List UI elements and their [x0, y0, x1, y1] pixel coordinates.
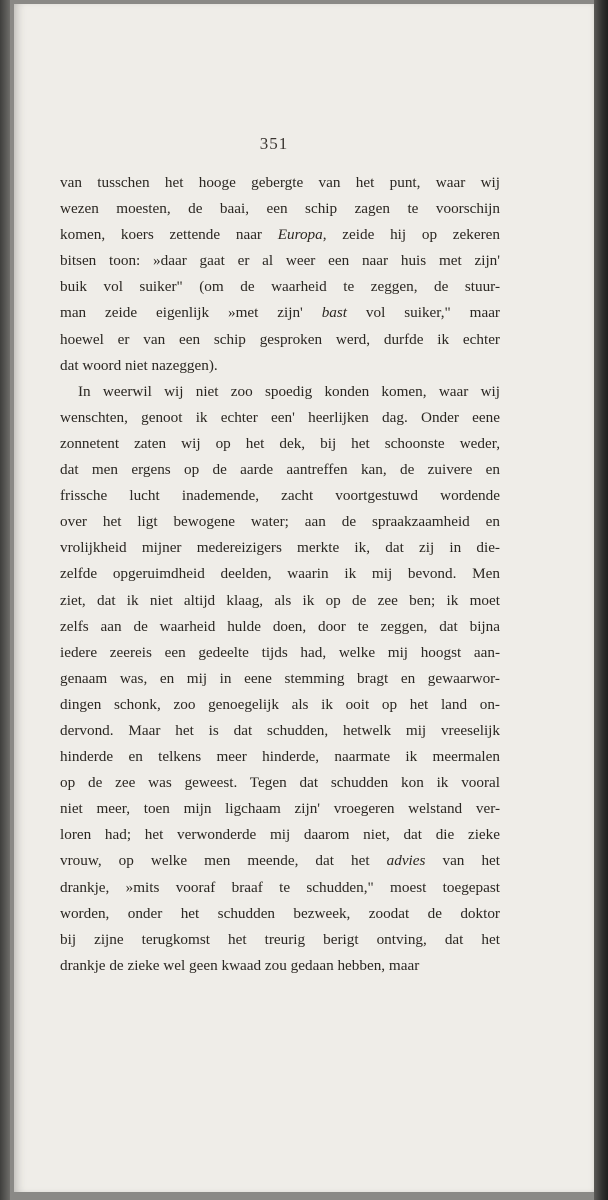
italic-text: advies — [386, 852, 426, 870]
text-segment: drankje de zieke wel geen kwaad zou gedaan hebben, maar — [60, 956, 420, 974]
text-segment: op de zee was geweest. Tegen dat schudden kon ik vooral — [60, 774, 500, 792]
text-segment: zelfs aan de waarheid hulde doen, door te zeggen, dat bijna — [60, 617, 500, 635]
text-line — [60, 718, 500, 744]
text-line — [60, 379, 500, 405]
text-segment: over het ligt bewogene water; aan de spraakzaamheid en — [60, 513, 500, 531]
text-segment: dat men ergens op de aarde aantreffen kan, de zuivere en — [60, 461, 500, 479]
text-line — [60, 953, 500, 979]
text-segment: van tusschen het hooge gebergte van het punt, waar wij — [60, 174, 500, 191]
book-page — [14, 4, 597, 1192]
text-segment: hinderde en telkens meer hinderde, naarmate ik meermalen — [60, 748, 500, 766]
text-line — [60, 274, 500, 300]
text-line — [60, 561, 500, 587]
text-line — [60, 848, 500, 874]
italic-text: bast — [321, 304, 348, 322]
text-line — [60, 614, 500, 640]
italic-text: Europa — [277, 226, 323, 244]
text-segment: zelfde opgeruimdheid deelden, waarin ik mij bevond. Men — [60, 565, 500, 583]
text-segment: ziet, dat ik niet altijd klaag, als ik op de zee ben; ik moet — [60, 591, 500, 609]
text-segment: bij zijne terugkomst het treurig berigt ontving, dat het — [60, 930, 500, 948]
text-segment: loren had; het verwonderde mij daarom niet, dat die zieke — [60, 826, 500, 844]
text-segment: van het — [425, 852, 500, 870]
text-line — [60, 405, 500, 431]
text-segment: frissche lucht inademende, zacht voortgestuwd wordende — [60, 487, 500, 505]
text-segment: worden, onder het schudden bezweek, zoodat de doktor — [60, 904, 500, 922]
scan-edge-left — [0, 0, 10, 1200]
text-segment: vol suiker," maar — [347, 304, 500, 322]
text-line — [60, 327, 500, 353]
text-line — [60, 535, 500, 561]
text-segment: dervond. Maar het is dat schudden, hetwelk mij vreeselijk — [60, 721, 500, 739]
text-segment: genaam was, en mij in eene stemming bragt en gewaarwor- — [60, 669, 500, 687]
text-line — [60, 692, 500, 718]
page-number: 351 — [259, 134, 289, 153]
text-line — [60, 875, 500, 901]
text-line — [60, 222, 500, 248]
text-segment: vrouw, op welke men meende, dat het — [60, 852, 387, 870]
text-segment: In weerwil wij niet zoo spoedig konden komen, waar wij — [78, 382, 500, 400]
text-line — [60, 300, 500, 326]
text-line — [60, 170, 500, 196]
text-segment: niet meer, toen mijn ligchaam zijn' vroegeren welstand ver- — [60, 800, 500, 818]
text-segment: dingen schonk, zoo genoegelijk als ik ooit op het land on- — [60, 695, 500, 713]
text-segment: wezen moesten, de baai, een schip zagen te voorschijn — [60, 200, 500, 218]
text-line — [60, 483, 500, 509]
text-line — [60, 927, 500, 953]
text-line — [60, 509, 500, 535]
text-segment: wenschten, genoot ik echter een' heerlijken dag. Onder eene — [60, 408, 500, 426]
text-line — [60, 901, 500, 927]
text-line — [60, 457, 500, 483]
text-segment: drankje, »mits vooraf braaf te schudden," moest toegepast — [60, 878, 500, 896]
text-line — [60, 822, 500, 848]
text-segment: vrolijkheid mijner medereizigers merkte ik, dat zij in die- — [60, 539, 500, 557]
text-segment: , zeide hij op zekeren — [322, 226, 500, 244]
text-line — [60, 744, 500, 770]
text-line — [60, 248, 500, 274]
text-line — [60, 196, 500, 222]
text-segment: komen, koers zettende naar — [60, 226, 278, 244]
text-segment: dat woord niet nazeggen). — [60, 356, 218, 374]
text-segment: buik vol suiker" (om de waarheid te zeggen, de stuur- — [60, 278, 500, 296]
scan-edge-right — [594, 0, 608, 1200]
text-segment: zonnetent zaten wij op het dek, bij het schoonste weder, — [60, 434, 500, 452]
text-line — [60, 770, 500, 796]
text-line — [60, 640, 500, 666]
text-segment: bitsen toon: »daar gaat er al weer een naar huis met zijn' — [60, 252, 500, 270]
text-line — [60, 796, 500, 822]
text-segment: iedere zeereis een gedeelte tijds had, welke mij hoogst aan- — [60, 643, 500, 661]
text-line — [60, 431, 500, 457]
text-line — [60, 588, 500, 614]
body-text — [60, 170, 500, 979]
text-segment: man zeide eigenlijk »met zijn' — [60, 304, 322, 322]
text-line — [60, 353, 500, 379]
text-line — [60, 666, 500, 692]
text-segment: hoewel er van een schip gesproken werd, durfde ik echter — [60, 330, 500, 348]
